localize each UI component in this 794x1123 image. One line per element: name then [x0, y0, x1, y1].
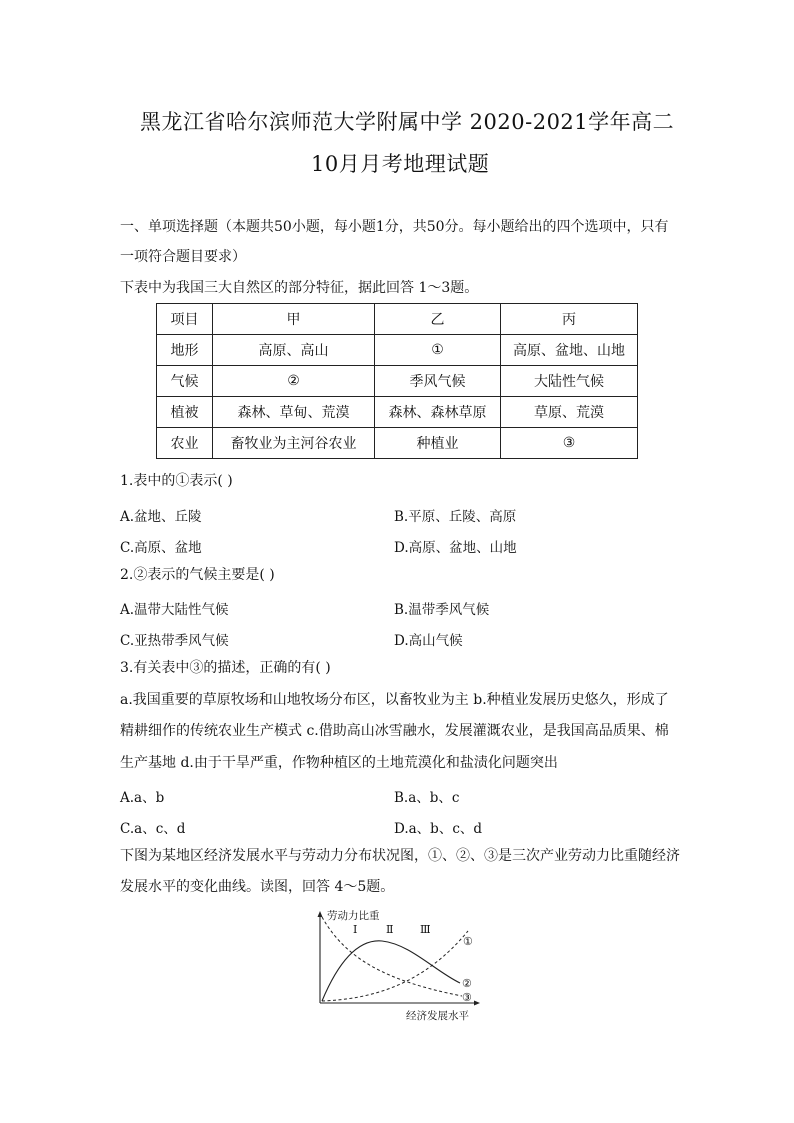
- table-row: [157, 397, 638, 428]
- q45-intro-line-2: 发展水平的变化曲线。读图，回答 4～5题。: [120, 879, 395, 895]
- table-cell: 季风气候: [375, 366, 501, 397]
- table-cell: 地形: [157, 335, 213, 366]
- section-instruction-line-1: 一、单项选择题（本题共50小题，每小题1分，共50分。每小题给出的四个选项中，只有: [120, 219, 669, 235]
- q2-option-c: C.亚热带季风气候: [120, 633, 229, 649]
- q1-option-c: C.高原、盆地: [120, 540, 202, 556]
- table-row: [157, 335, 638, 366]
- q3-option-b: B.a、b、c: [394, 790, 460, 806]
- q1-option-b: B.平原、丘陵、高原: [394, 509, 517, 525]
- q2-option-d: D.高山气候: [394, 633, 463, 649]
- table-cell: 大陆性气候: [501, 366, 638, 397]
- y-axis-label: 劳动力比重: [327, 910, 380, 922]
- curve-label-1: ①: [463, 935, 473, 948]
- q1-option-d: D.高原、盆地、山地: [394, 540, 517, 556]
- q3-option-c: C.a、c、d: [120, 821, 186, 837]
- stage-label-3: Ⅲ: [420, 923, 431, 936]
- table-cell: 高原、高山: [213, 335, 375, 366]
- table-cell: 草原、荒漠: [501, 397, 638, 428]
- table-row: [157, 366, 638, 397]
- q2-option-b: B.温带季风气候: [394, 602, 490, 618]
- table-cell: 气候: [157, 366, 213, 397]
- q3-option-a: A.a、b: [120, 790, 165, 806]
- x-axis-label: 经济发展水平: [406, 1010, 469, 1022]
- curve-1-tertiary: [322, 931, 468, 1001]
- table-row: [157, 428, 638, 459]
- section-instruction-line-2: 一项符合题目要求）: [120, 249, 246, 265]
- q3-option-d: D.a、b、c、d: [394, 821, 483, 837]
- x-axis-arrow: [474, 1001, 480, 1006]
- q2-option-a: A.温带大陆性气候: [120, 602, 229, 618]
- q1-option-a: A.盆地、丘陵: [120, 509, 202, 525]
- curve-label-2: ②: [462, 977, 472, 990]
- labor-distribution-figure: [300, 903, 500, 1033]
- q3-statement-line-2: 精耕细作的传统农业生产模式 c.借助高山冰雪融水，发展灌溉农业，是我国高品质果、棉: [120, 723, 669, 739]
- y-axis-arrow: [318, 911, 323, 917]
- table-cell: ①: [375, 335, 501, 366]
- stage-label-2: Ⅱ: [386, 923, 394, 936]
- q3-stem: 3.有关表中③的描述，正确的有( ): [120, 660, 331, 676]
- table-header-cell: 项目: [157, 304, 213, 335]
- curve-2-secondary: [322, 941, 460, 1001]
- exam-title-line-2: 10月月考地理试题: [311, 152, 490, 176]
- table-header-cell: 乙: [375, 304, 501, 335]
- exam-title-line-1: 黑龙江省哈尔滨师范大学附属中学 2020-2021学年高二: [140, 110, 675, 134]
- q3-statement-line-1: a.我国重要的草原牧场和山地牧场分布区，以畜牧业为主 b.种植业发展历史悠久，形成了: [120, 692, 669, 708]
- table-cell: 森林、草甸、荒漠: [213, 397, 375, 428]
- table-cell: 种植业: [375, 428, 501, 459]
- table-cell: 农业: [157, 428, 213, 459]
- table-cell: ③: [501, 428, 638, 459]
- table-header-row: [157, 304, 638, 335]
- q45-intro-line-1: 下图为某地区经济发展水平与劳动力分布状况图，①、②、③是三次产业劳动力比重随经济: [120, 848, 680, 864]
- q2-stem: 2.②表示的气候主要是( ): [120, 567, 275, 583]
- table-intro: 下表中为我国三大自然区的部分特征，据此回答 1～3题。: [120, 280, 479, 296]
- table-cell: 高原、盆地、山地: [501, 335, 638, 366]
- table-cell: ②: [213, 366, 375, 397]
- stage-label-1: Ⅰ: [353, 923, 358, 936]
- table-cell: 植被: [157, 397, 213, 428]
- table-header-cell: 丙: [501, 304, 638, 335]
- table-cell: 畜牧业为主河谷农业: [213, 428, 375, 459]
- q3-statement-line-3: 生产基地 d.由于干旱严重，作物种植区的土地荒漠化和盐渍化问题突出: [120, 755, 558, 771]
- q1-stem: 1.表中的①表示( ): [120, 473, 233, 489]
- table-header-cell: 甲: [213, 304, 375, 335]
- natural-regions-table: [156, 303, 638, 459]
- curve-label-3: ③: [462, 991, 472, 1004]
- table-cell: 森林、森林草原: [375, 397, 501, 428]
